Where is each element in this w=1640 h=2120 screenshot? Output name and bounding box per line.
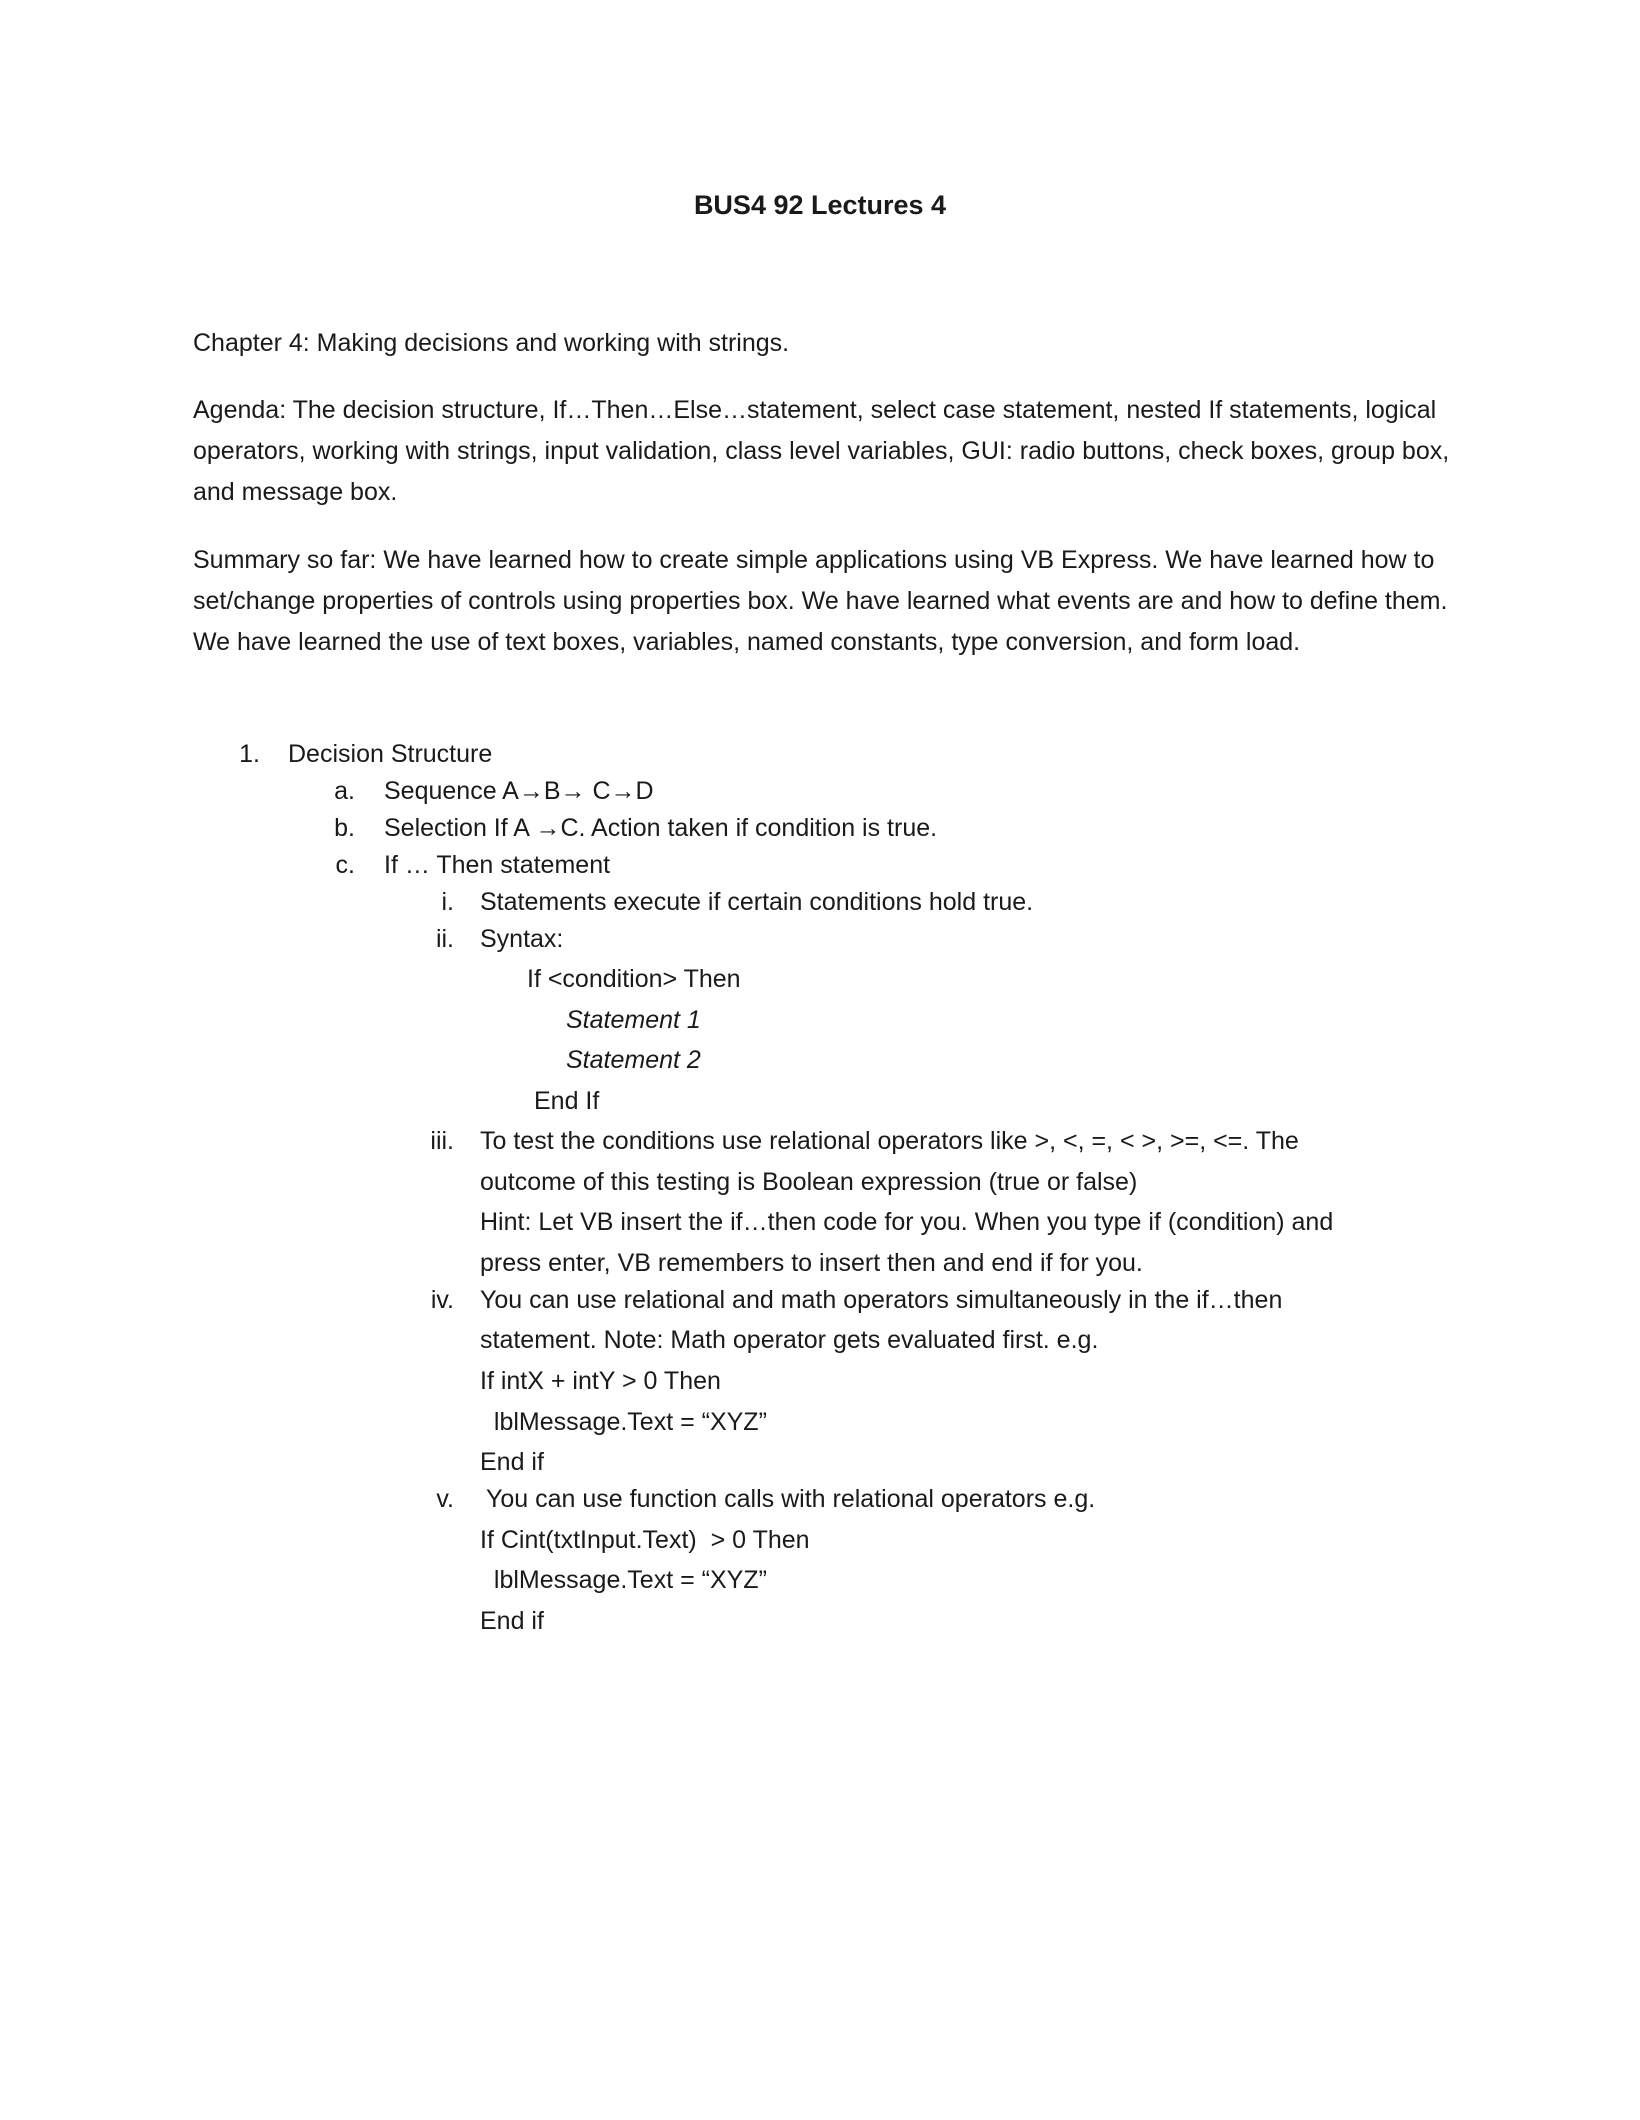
math-operators-line-1: You can use relational and math operators simultaneously in the if…then	[480, 1286, 1283, 1314]
list-marker-iv: iv.	[430, 1286, 454, 1314]
list-marker-1: 1.	[239, 740, 260, 768]
math-operators-line-2: statement. Note: Math operator gets evaluated first. e.g.	[480, 1326, 1099, 1354]
example-code-lblmessage: lblMessage.Text = “XYZ”	[480, 1408, 767, 1436]
example-code-end-if: End if	[480, 1448, 544, 1476]
hint-line-2: press enter, VB remembers to insert then and end if for you.	[480, 1249, 1143, 1277]
syntax-code-if: If <condition> Then	[527, 965, 741, 993]
list-marker-ii: ii.	[435, 925, 454, 953]
example-code-end-if-2: End if	[480, 1607, 544, 1635]
chapter-heading: Chapter 4: Making decisions and working with strings.	[193, 329, 790, 357]
relational-operators-line-1: To test the conditions use relational operators like >, <, =, < >, >=, <=. The	[480, 1127, 1299, 1155]
list-item-statements-execute: Statements execute if certain conditions hold true.	[480, 888, 1034, 916]
list-marker-iii: iii.	[430, 1127, 454, 1155]
list-marker-a: a.	[334, 777, 355, 805]
list-marker-i: i.	[441, 888, 454, 916]
syntax-code-statement-2: Statement 2	[566, 1046, 701, 1074]
list-marker-v: v.	[436, 1485, 454, 1513]
summary-paragraph: Summary so far: We have learned how to create simple applications using VB Express. We have learned how to set/change properties of controls using properties box. We have learned what events are and how to define them. We have learned the use of text boxes, variables, named constants, type conversion, and form load.	[193, 546, 1448, 656]
relational-operators-line-2: outcome of this testing is Boolean expression (true or false)	[480, 1168, 1138, 1196]
example-code-if-intx: If intX + intY > 0 Then	[480, 1367, 721, 1395]
example-code-if-cint: If Cint(txtInput.Text) > 0 Then	[480, 1526, 810, 1554]
list-item-if-then: If … Then statement	[384, 851, 611, 879]
function-calls-line: You can use function calls with relational operators e.g.	[486, 1485, 1096, 1513]
list-item-decision-structure: Decision Structure	[288, 740, 493, 768]
example-code-lblmessage-2: lblMessage.Text = “XYZ”	[480, 1566, 767, 1594]
list-marker-c: c.	[335, 851, 355, 879]
list-item-sequence: Sequence A→B→ C→D	[384, 777, 654, 805]
list-item-selection: Selection If A →C. Action taken if condition is true.	[384, 814, 938, 842]
agenda-paragraph: Agenda: The decision structure, If…Then…Else…statement, select case statement, nested If statements, logical operators, working with strings, input validation, class level variables, GUI: radio buttons, check boxes, group box, and message box.	[193, 396, 1450, 506]
hint-line-1: Hint: Let VB insert the if…then code for you. When you type if (condition) and	[480, 1208, 1334, 1236]
syntax-code-end-if: End If	[534, 1087, 600, 1115]
list-marker-b: b.	[334, 814, 355, 842]
list-item-syntax: Syntax:	[480, 925, 564, 953]
syntax-code-statement-1: Statement 1	[566, 1006, 701, 1034]
document-title: BUS4 92 Lectures 4	[693, 190, 947, 220]
